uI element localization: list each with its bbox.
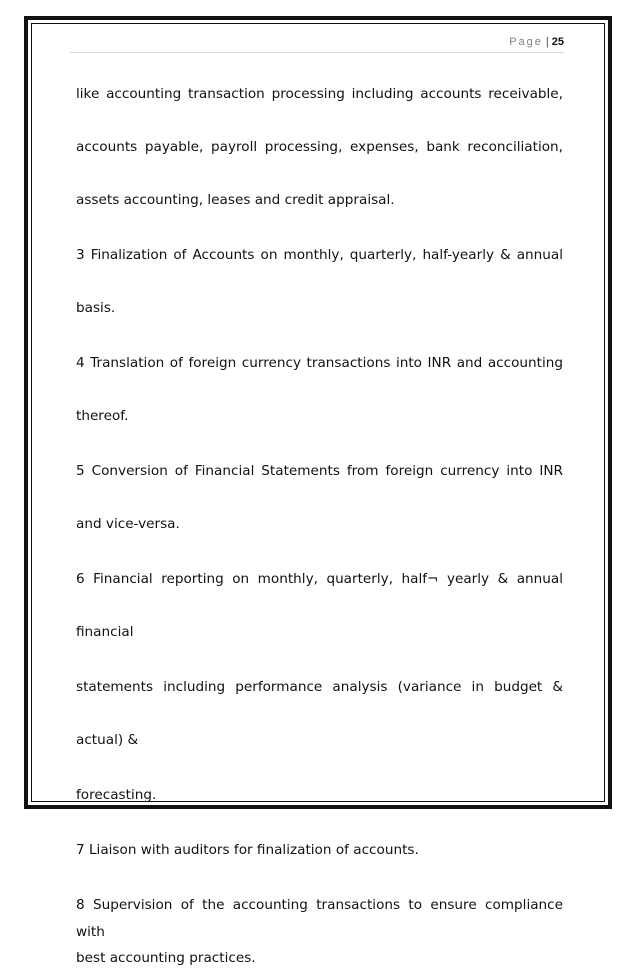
paragraph-line: best accounting practices. — [76, 950, 256, 966]
paragraph-line: statements including performance analysis (variance in budget & — [76, 679, 563, 695]
paragraph-line: like accounting transaction processing including accounts receivable, — [76, 86, 563, 102]
document-body — [76, 81, 563, 972]
page-label: Page — [509, 36, 543, 48]
list-item-3: 3 Finalization of Accounts on monthly, quarterly, half-yearly & annual — [76, 247, 563, 263]
paragraph-line: thereof. — [76, 408, 129, 424]
list-item-6: 6 Financial reporting on monthly, quarterly, half¬ yearly & annual — [76, 571, 563, 587]
paragraph-line: basis. — [76, 300, 116, 316]
paragraph-line: assets accounting, leases and credit appraisal. — [76, 192, 395, 208]
paragraph-line: forecasting. — [76, 787, 157, 803]
page-number: 25 — [551, 36, 564, 48]
list-item-5: 5 Conversion of Financial Statements from foreign currency into INR — [76, 463, 563, 479]
paragraph-line: financial — [76, 624, 134, 640]
paragraph-line: actual) & — [76, 732, 139, 748]
page-separator: | — [545, 36, 549, 48]
list-item-8: 8 Supervision of the accounting transactions to ensure compliance with — [76, 897, 563, 940]
list-item-4: 4 Translation of foreign currency transactions into INR and accounting — [76, 355, 563, 371]
list-item-7: 7 Liaison with auditors for finalization of accounts. — [76, 842, 419, 858]
page-header — [70, 36, 564, 53]
paragraph-line: accounts payable, payroll processing, expenses, bank reconciliation, — [76, 139, 563, 155]
paragraph-line: and vice-versa. — [76, 516, 180, 532]
